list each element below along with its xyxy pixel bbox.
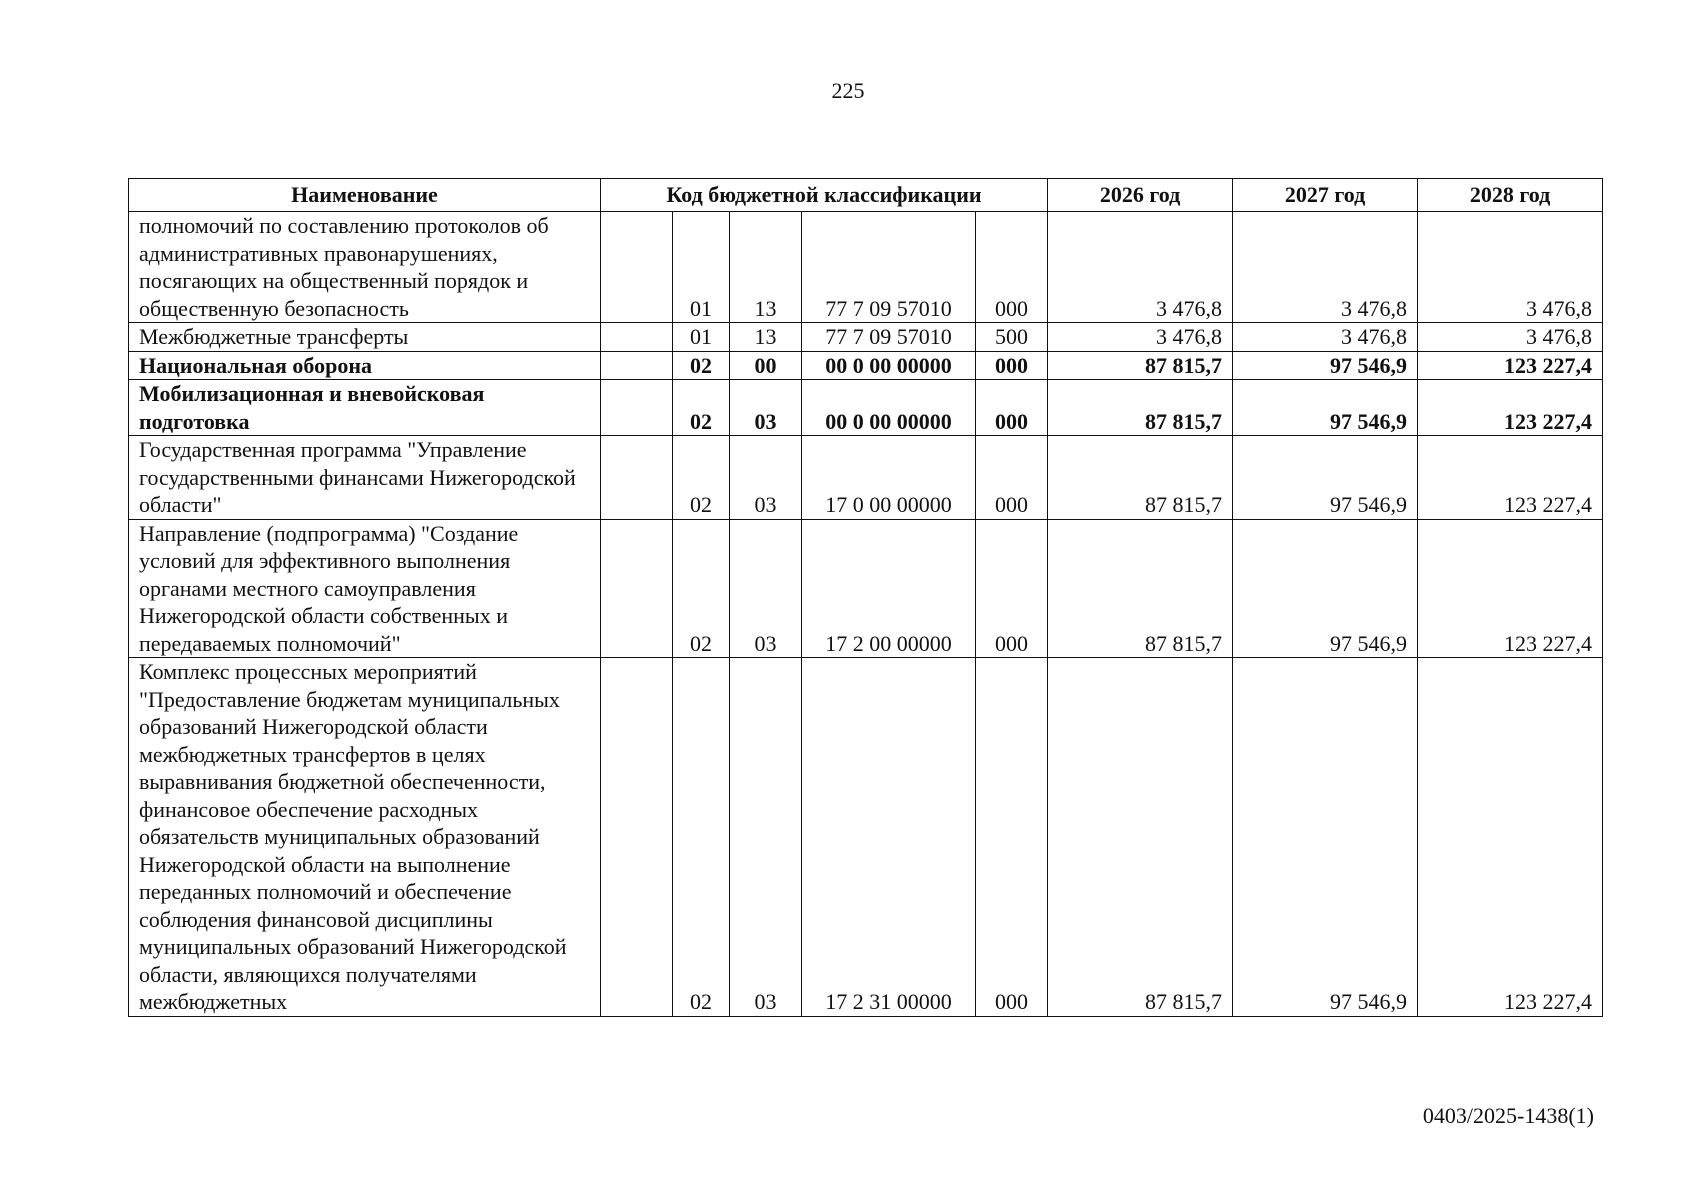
row-rz: 01	[673, 323, 730, 352]
row-vr: 000	[976, 436, 1048, 520]
row-csr: 77 7 09 57010	[802, 212, 976, 323]
row-pr: 13	[730, 212, 802, 323]
row-pr: 03	[730, 658, 802, 1017]
header-name: Наименование	[129, 179, 601, 212]
row-value-2027: 97 546,9	[1233, 519, 1418, 658]
table-row	[129, 380, 1603, 436]
row-rz: 01	[673, 212, 730, 323]
document-code: 0403/2025-1438(1)	[1422, 1103, 1594, 1128]
row-rz: 02	[673, 658, 730, 1017]
header-2028: 2028 год	[1418, 179, 1603, 212]
row-value-2026: 87 815,7	[1048, 519, 1233, 658]
row-value-2028: 123 227,4	[1418, 351, 1603, 380]
row-vr: 000	[976, 351, 1048, 380]
row-value-2028: 3 476,8	[1418, 323, 1603, 352]
row-csr: 17 0 00 00000	[802, 436, 976, 520]
row-vr: 000	[976, 380, 1048, 436]
row-name: Государственная программа "Управление государственными финансами Нижегородской области"	[129, 436, 601, 520]
row-pr: 13	[730, 323, 802, 352]
header-row	[129, 179, 1603, 212]
table-row	[129, 351, 1603, 380]
row-csr: 17 2 31 00000	[802, 658, 976, 1017]
row-vr: 000	[976, 519, 1048, 658]
budget-table	[128, 178, 1603, 1017]
row-value-2028: 123 227,4	[1418, 380, 1603, 436]
row-value-2027: 3 476,8	[1233, 323, 1418, 352]
row-value-2026: 3 476,8	[1048, 212, 1233, 323]
row-csr: 00 0 00 00000	[802, 351, 976, 380]
row-value-2026: 3 476,8	[1048, 323, 1233, 352]
row-pr: 03	[730, 519, 802, 658]
page-number: 225	[831, 78, 865, 103]
row-value-2026: 87 815,7	[1048, 658, 1233, 1017]
row-pr: 00	[730, 351, 802, 380]
row-name: Мобилизационная и вневойсковая подготовка	[129, 380, 601, 436]
row-value-2028: 3 476,8	[1418, 212, 1603, 323]
row-value-2026: 87 815,7	[1048, 380, 1233, 436]
row-name: Межбюджетные трансферты	[129, 323, 601, 352]
table-row	[129, 212, 1603, 323]
row-value-2026: 87 815,7	[1048, 351, 1233, 380]
row-name: Комплекс процессных мероприятий "Предоставление бюджетам муниципальных образований Нижегородской области межбюджетных трансфертов в целях выравнивания бюджетной обеспеченности, финансовое обеспечение расходных обязательств муниципальных образований Нижегородской области на выполнение переданных полномочий и обеспечение соблюдения финансовой дисциплины муниципальных образований Нижегородской области, являющихся получателями межбюджетных	[129, 658, 601, 1017]
table-row	[129, 436, 1603, 520]
row-rz: 02	[673, 380, 730, 436]
row-rz: 02	[673, 519, 730, 658]
row-value-2027: 97 546,9	[1233, 436, 1418, 520]
row-value-2028: 123 227,4	[1418, 436, 1603, 520]
row-value-2026: 87 815,7	[1048, 436, 1233, 520]
row-vr: 000	[976, 212, 1048, 323]
row-name: полномочий по составлению протоколов об административных правонарушениях, посягающих на общественный порядок и общественную безопасность	[129, 212, 601, 323]
row-value-2027: 97 546,9	[1233, 380, 1418, 436]
row-value-2028: 123 227,4	[1418, 519, 1603, 658]
row-pr: 03	[730, 436, 802, 520]
row-name: Направление (подпрограмма) "Создание условий для эффективного выполнения органами местного самоуправления Нижегородской области собственных и передаваемых полномочий"	[129, 519, 601, 658]
row-csr: 00 0 00 00000	[802, 380, 976, 436]
row-name: Национальная оборона	[129, 351, 601, 380]
table-row	[129, 519, 1603, 658]
row-value-2027: 97 546,9	[1233, 351, 1418, 380]
header-2026: 2026 год	[1048, 179, 1233, 212]
row-rz: 02	[673, 436, 730, 520]
table-row	[129, 323, 1603, 352]
row-csr: 77 7 09 57010	[802, 323, 976, 352]
row-value-2027: 97 546,9	[1233, 658, 1418, 1017]
row-value-2028: 123 227,4	[1418, 658, 1603, 1017]
table-row	[129, 658, 1603, 1017]
row-vr: 000	[976, 658, 1048, 1017]
row-csr: 17 2 00 00000	[802, 519, 976, 658]
row-rz: 02	[673, 351, 730, 380]
header-code: Код бюджетной классификации	[601, 179, 1048, 212]
row-value-2027: 3 476,8	[1233, 212, 1418, 323]
header-2027: 2027 год	[1233, 179, 1418, 212]
row-pr: 03	[730, 380, 802, 436]
row-vr: 500	[976, 323, 1048, 352]
